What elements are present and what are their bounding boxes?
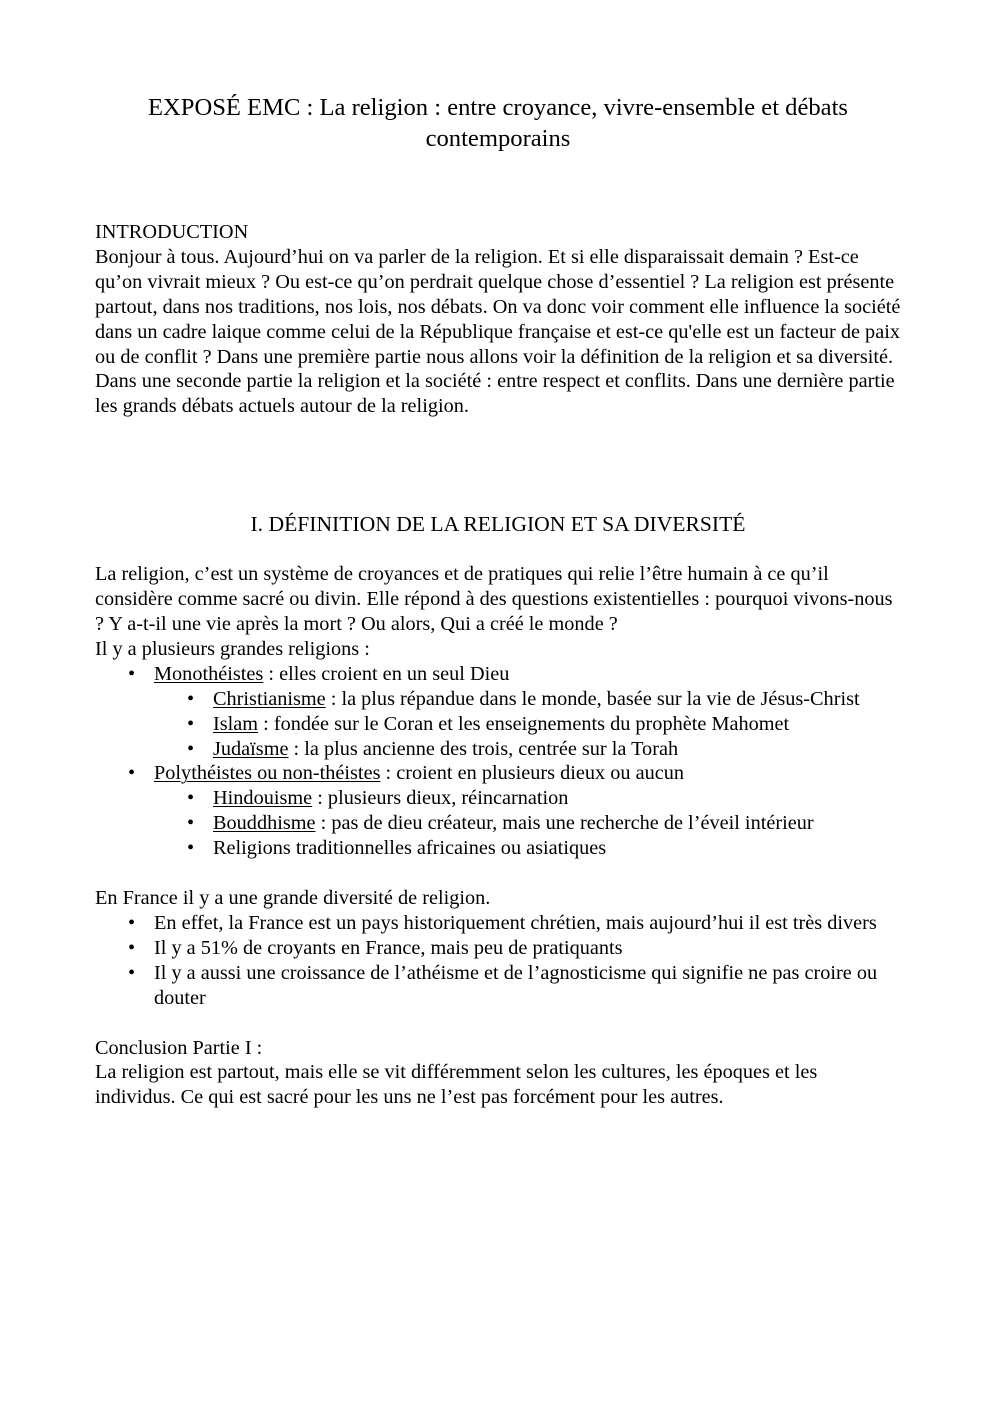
religion-name: Islam	[213, 712, 259, 735]
group-name: Polythéistes ou non-théistes	[154, 762, 381, 785]
france-intro: En France il y a une grande diversité de religion.	[95, 887, 491, 910]
religion-name: Christianisme	[213, 687, 326, 710]
part1-heading: I. DÉFINITION DE LA RELIGION ET SA DIVERSITÉ	[250, 512, 746, 537]
religion-desc: : plusieurs dieux, réincarnation	[312, 787, 569, 810]
list-item	[154, 737, 901, 762]
list-item	[154, 836, 901, 861]
religions-list-intro: Il y a plusieurs grandes religions :	[95, 637, 370, 660]
list-item	[154, 811, 901, 836]
religion-name: Hindouisme	[213, 787, 313, 810]
conclusion-text: La religion est partout, mais elle se vit différemment selon les cultures, les époques et les individus. Ce qui est sacré pour les uns ne l’est pas forcément pour les autres.	[95, 1061, 818, 1109]
list-item: • Il y a aussi une croissance de l’athéisme et de l’agnosticisme qui signifie ne pas croire ou douter	[95, 961, 901, 1011]
list-item	[154, 712, 901, 737]
introduction-heading: INTRODUCTION	[95, 221, 249, 243]
list-item	[154, 786, 901, 811]
conclusion-heading: Conclusion Partie I :	[95, 1036, 263, 1059]
religion-desc: : fondée sur le Coran et les enseignements du prophète Mahomet	[258, 712, 790, 735]
document-title: EXPOSÉ EMC : La religion : entre croyance, vivre-ensemble et débats contemporains	[147, 94, 849, 152]
sublist-polytheistes	[154, 786, 901, 861]
list-item-monotheistes	[95, 662, 901, 762]
definition-paragraph: La religion, c’est un système de croyances et de pratiques qui relie l’être humain à ce qu’il considère comme sacré ou divin. Elle répond à des questions existentielles : pourquoi vivons-nous ? Y a-t-il une vie après la mort ? Ou alors, Qui a créé le monde ?	[95, 563, 893, 635]
list-item: • Il y a 51% de croyants en France, mais peu de pratiquants	[95, 936, 901, 961]
document-page	[95, 92, 901, 1110]
group-name: Monothéistes	[154, 662, 264, 685]
religion-groups-list	[95, 662, 901, 861]
religion-name: Judaïsme	[213, 737, 289, 760]
religion-desc: Religions traditionnelles africaines ou asiatiques	[213, 837, 607, 860]
france-points-list	[95, 911, 901, 1011]
religion-desc: : la plus ancienne des trois, centrée sur la Torah	[288, 737, 679, 760]
sublist-monotheistes	[154, 687, 901, 762]
group-desc: : elles croient en un seul Dieu	[263, 662, 510, 685]
religion-desc: : pas de dieu créateur, mais une recherche de l’éveil intérieur	[315, 812, 814, 835]
religion-name: Bouddhisme	[213, 812, 316, 835]
religion-desc: : la plus répandue dans le monde, basée sur la vie de Jésus-Christ	[325, 687, 860, 710]
introduction-text: Bonjour à tous. Aujourd’hui on va parler de la religion. Et si elle disparaissait demain ? Est-ce qu’on vivrait mieux ? Ou est-ce qu’on perdrait quelque chose d’essentiel ? La religion est présente partout, dans nos traditions, nos lois, nos débats. On va donc voir comment elle influence la société dans un cadre laique comme celui de la République française et est-ce qu'elle est un facteur de paix ou de conflit ? Dans une première partie nous allons voir la définition de la religion et sa diversité. Dans une seconde partie la religion et la société : entre respect et conflits. Dans une dernière partie les grands débats actuels autour de la religion.	[95, 245, 901, 418]
list-item-polytheistes	[95, 761, 901, 861]
list-item: • En effet, la France est un pays historiquement chrétien, mais aujourd’hui il est très divers	[95, 911, 901, 936]
list-item	[154, 687, 901, 712]
group-desc: : croient en plusieurs dieux ou aucun	[380, 762, 685, 785]
